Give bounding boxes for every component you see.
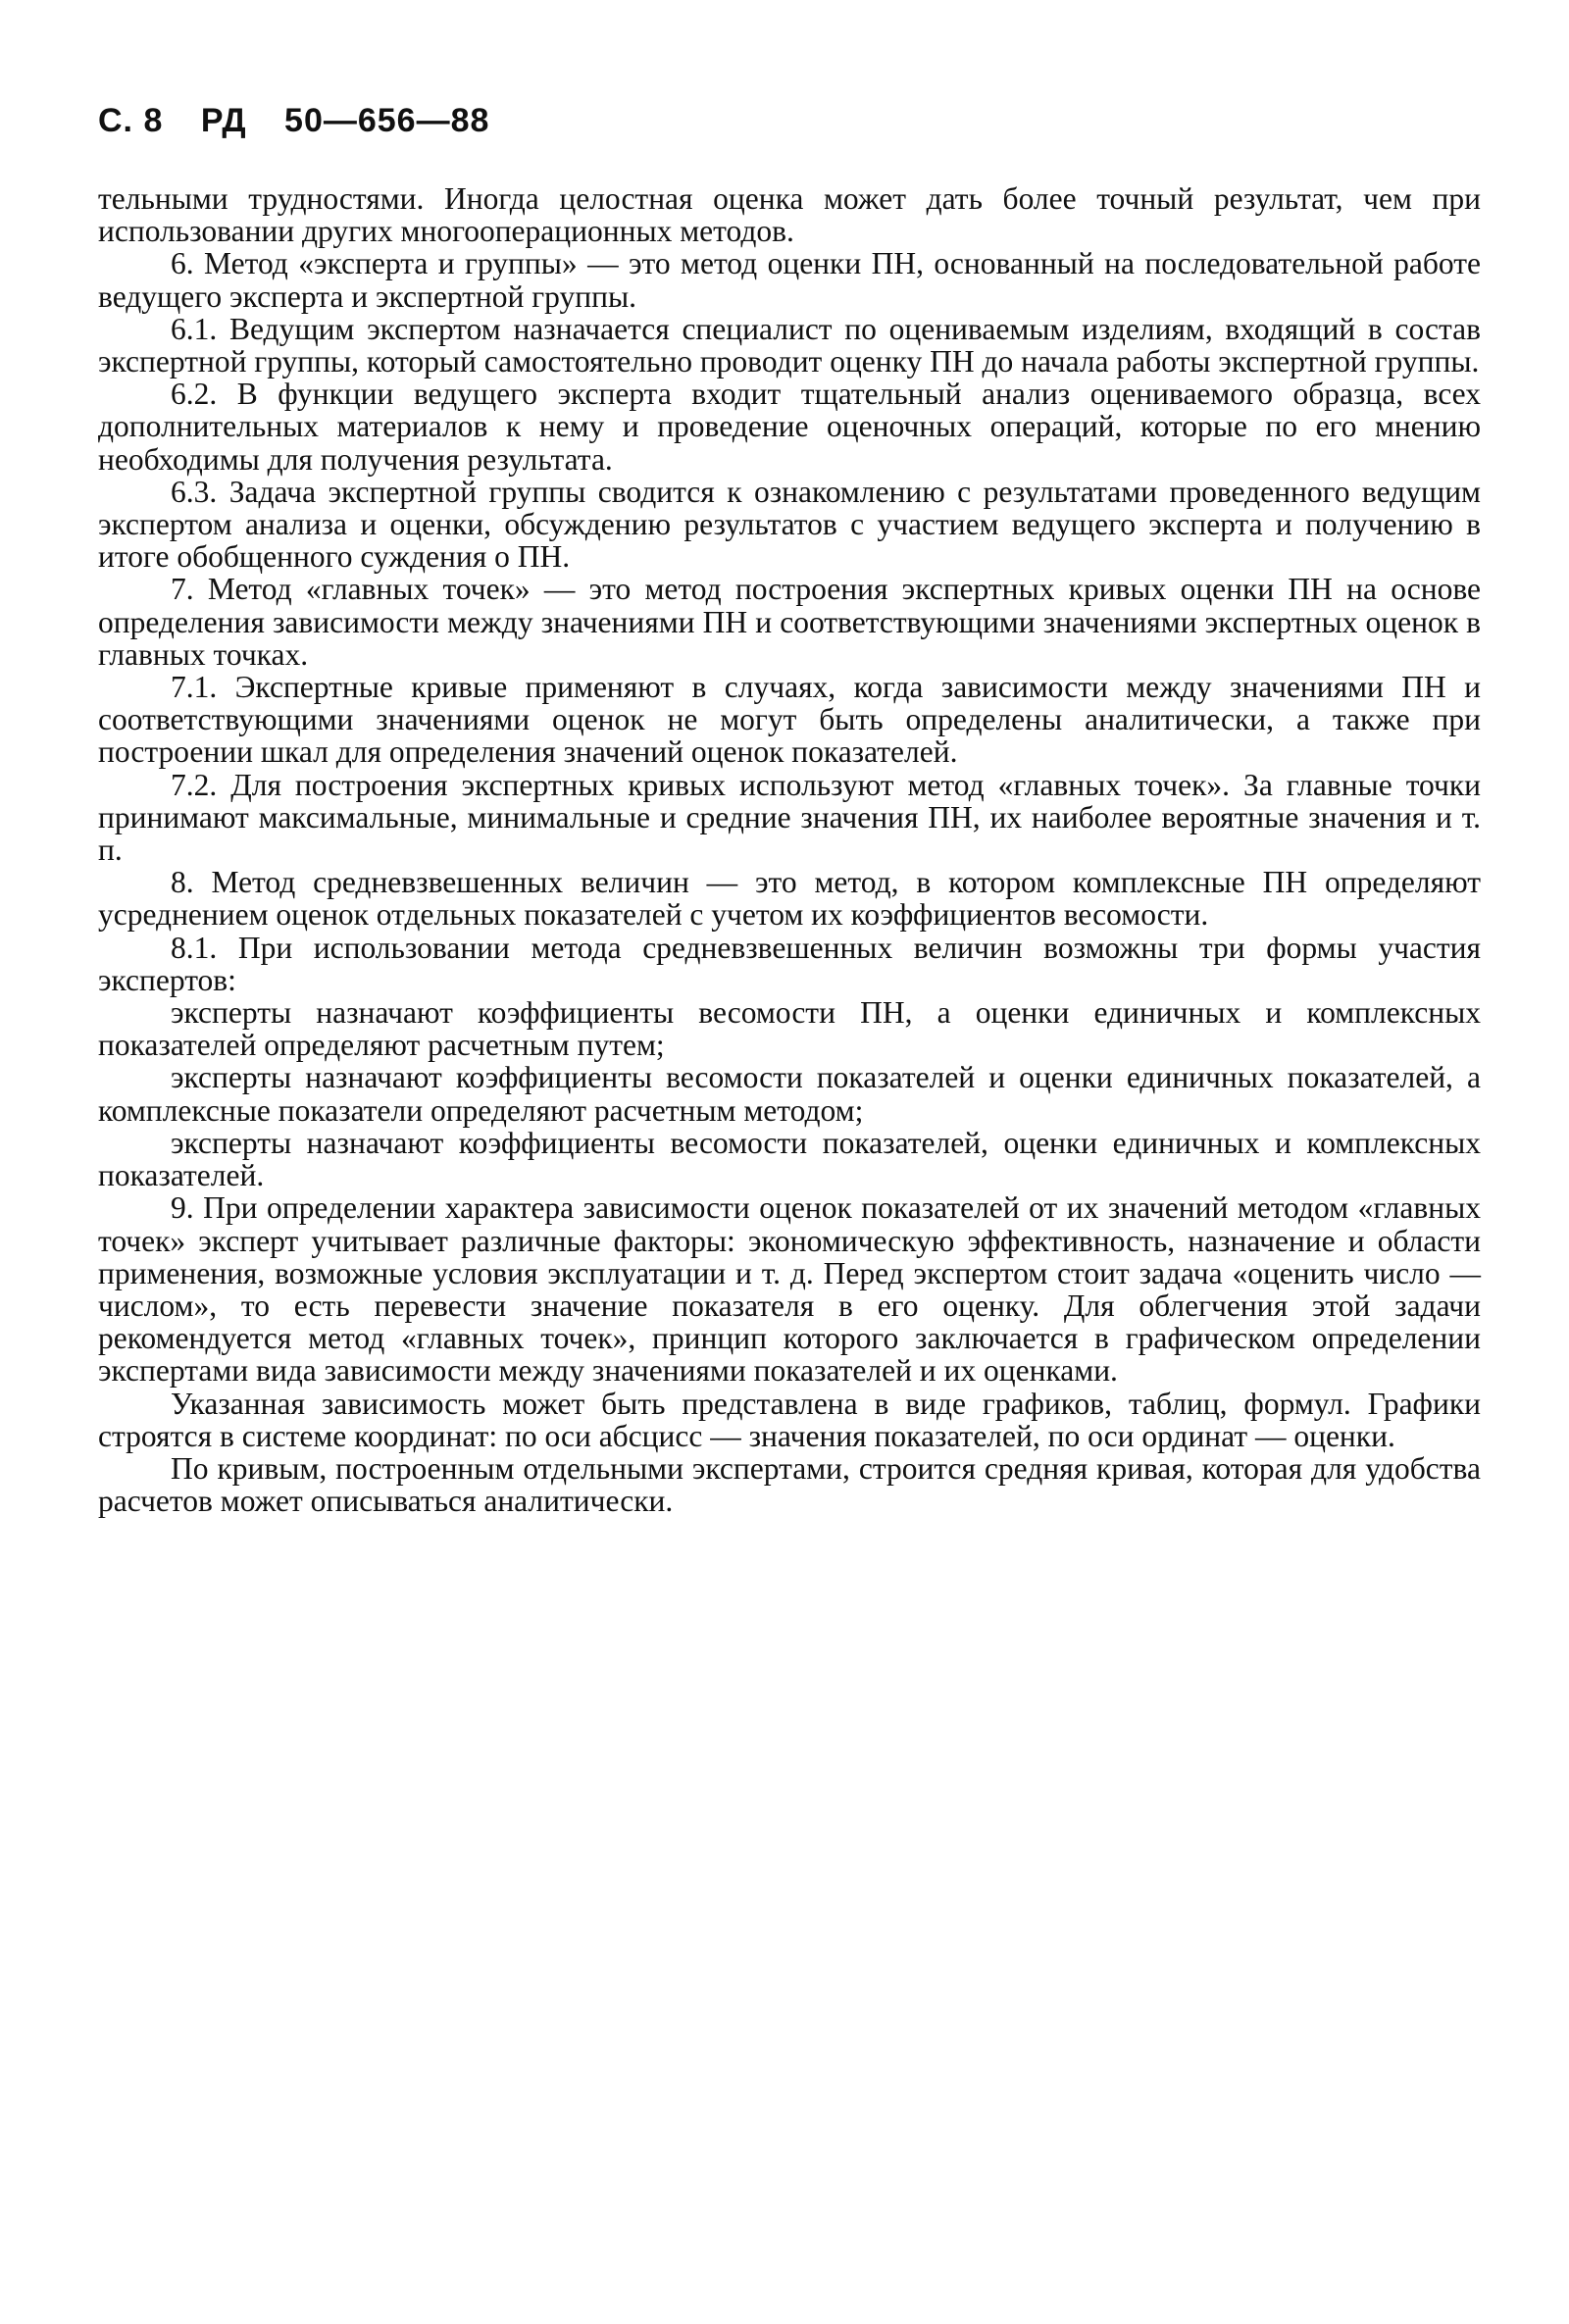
document-number: 50—656—88: [284, 102, 490, 139]
page-header: [98, 102, 517, 140]
paragraph-7-2: 7.2. Для построения экспертных кривых используют метод «главных точек». За главные точки принимают максимальные, минимальные и средние значения ПН, их наиболее вероятные значения и т. п.: [98, 767, 1481, 868]
page-number: С. 8: [98, 102, 164, 139]
paragraph-9-average-curve: По кривым, построенным отдельными экспертами, строится средняя кривая, которая для удобства расчетов может описываться аналитически.: [98, 1450, 1481, 1519]
paragraph-9-dependency: Указанная зависимость может быть представлена в виде графиков, таблиц, формул. Графики строятся в системе координат: по оси абсцисс — значения показателей, по оси ординат — оценки.: [98, 1386, 1481, 1453]
paragraph-9: 9. При определении характера зависимости оценок показателей от их значений методом «главных точек» эксперт учитывает различные факторы: экономическую эффективность, назначение и области применения, возможные условия эксплуатации и т. д. Перед экспертом стоит задача «оценить число — числом», то есть перевести значение показателя в его оценку. Для облегчения этой задачи рекомендуется метод «главных точек», принцип которого заключается в графическом определении экспертами вида зависимости между значениями показателей и их оценками.: [98, 1190, 1481, 1389]
paragraph-8: 8. Метод средневзвешенных величин — это метод, в котором комплексные ПН определяют усреднением оценок отдельных показателей с учетом их коэффициентов весомости.: [98, 865, 1481, 933]
paragraph-6-2: 6.2. В функции ведущего эксперта входит тщательный анализ оцениваемого образца, всех дополнительных материалов к нему и проведение оценочных операций, которые по его мнению необходимы для получения результата.: [98, 377, 1481, 477]
document-code: РД: [200, 102, 247, 139]
list-item: эксперты назначают коэффициенты весомости показателей, оценки единичных и комплексных показателей.: [98, 1125, 1481, 1193]
document-body: [98, 182, 1481, 1517]
paragraph-7: 7. Метод «главных точек» — это метод построения экспертных кривых оценки ПН на основе определения зависимости между значениями ПН и соответствующими значениями экспертных оценок в главных точках.: [98, 572, 1481, 672]
list-item: эксперты назначают коэффициенты весомости показателей и оценки единичных показателей, а комплексные показатели определяют расчетным методом;: [98, 1060, 1481, 1128]
paragraph-7-1: 7.1. Экспертные кривые применяют в случаях, когда зависимости между значениями ПН и соответствующими значениями оценок не могут быть определены аналитически, а также при построении шкал для определения значений оценок показателей.: [98, 670, 1481, 770]
paragraph-8-1: 8.1. При использовании метода средневзвешенных величин возможны три формы участия экспертов:: [98, 930, 1481, 997]
paragraph-6: 6. Метод «эксперта и группы» — это метод оценки ПН, основанный на последовательной работе ведущего эксперта и экспертной группы.: [98, 246, 1481, 314]
list-item: эксперты назначают коэффициенты весомости ПН, а оценки единичных и комплексных показателей определяют расчетным путем;: [98, 995, 1481, 1063]
paragraph-continuation: тельными трудностями. Иногда целостная оценка может дать более точный результат, чем при использовании других многооперационных методов.: [98, 181, 1481, 249]
paragraph-6-3: 6.3. Задача экспертной группы сводится к ознакомлению с результатами проведенного ведущим экспертом анализа и оценки, обсуждению результатов с участием ведущего эксперта и получению в итоге обобщенного суждения о ПН.: [98, 474, 1481, 575]
paragraph-6-1: 6.1. Ведущим экспертом назначается специалист по оцениваемым изделиям, входящий в состав экспертной группы, который самостоятельно проводит оценку ПН до начала работы экспертной группы.: [98, 311, 1481, 379]
